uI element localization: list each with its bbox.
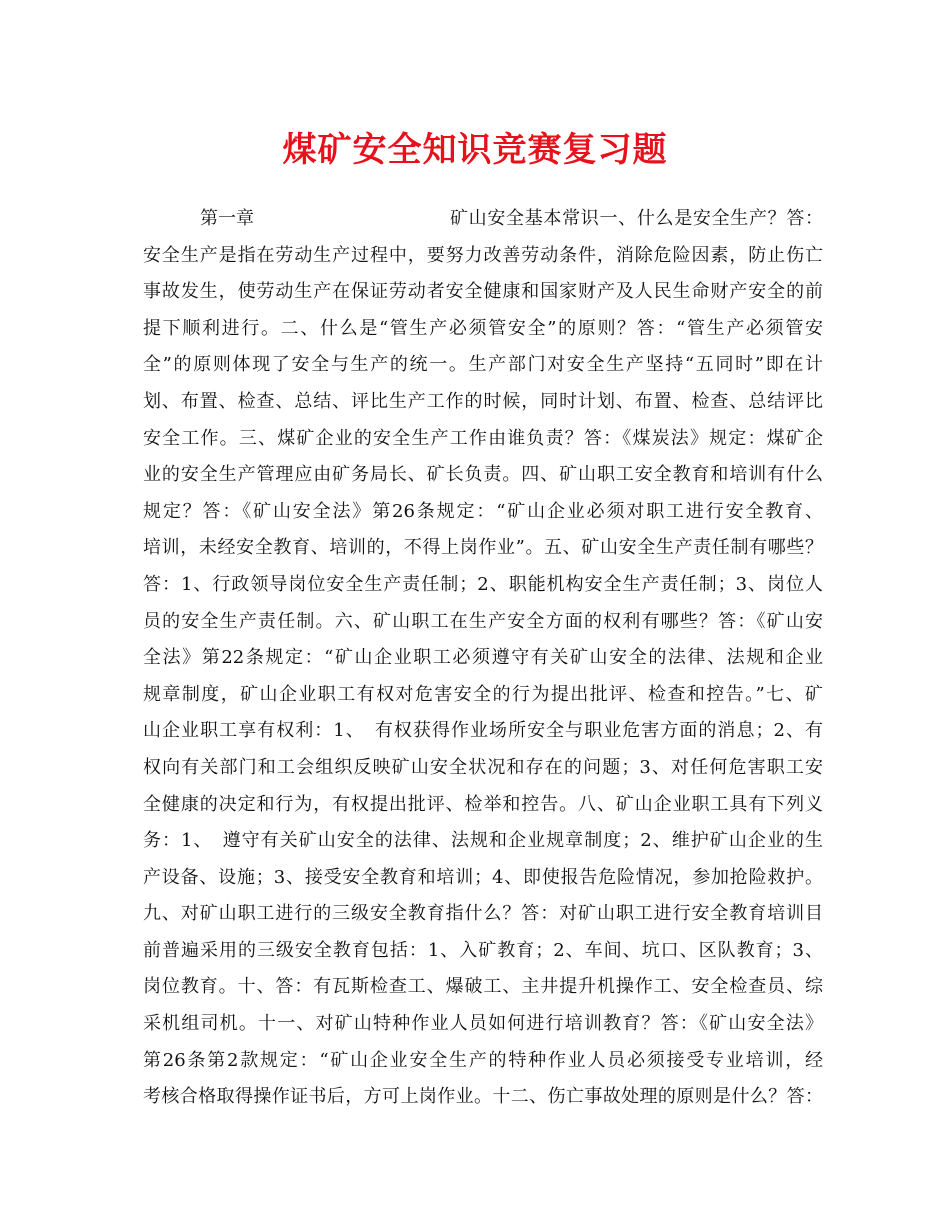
body-line: 员的安全生产责任制。六、矿山职工在生产安全方面的权利有哪些？答：《矿山安 xyxy=(143,610,823,632)
body-line: 全”的原则体现了安全与生产的统一。生产部门对安全生产坚持“五同时”即在计 xyxy=(143,354,823,376)
chapter-line xyxy=(143,208,823,245)
chapter-heading-text: 矿山安全基本常识一、什么是安全生产？答： xyxy=(450,208,823,229)
document-body xyxy=(143,208,823,1123)
body-line: 规定？答：《矿山安全法》第26条规定：“矿山企业必须对职工进行安全教育、 xyxy=(143,500,823,522)
body-line: 事故发生，使劳动生产在保证劳动者安全健康和国家财产及人民生命财产安全的前 xyxy=(143,281,823,303)
body-line: 培训，未经安全教育、培训的，不得上岗作业”。五、矿山安全生产责任制有哪些？ xyxy=(143,537,823,559)
body-line: 划、布置、检查、总结、评比生产工作的时候，同时计划、布置、检查、总结评比 xyxy=(143,390,823,412)
body-line: 第26条第2款规定：“矿山企业安全生产的特种作业人员必须接受专业培训，经 xyxy=(143,1049,823,1071)
body-line: 产设备、设施；3、接受安全教育和培训；4、即使报告危险情况，参加抢险救护。 xyxy=(143,866,823,888)
body-line: 务：1、 遵守有关矿山安全的法律、法规和企业规章制度；2、维护矿山企业的生 xyxy=(143,830,823,852)
body-line: 规章制度，矿山企业职工有权对危害安全的行为提出批评、检查和控告。”七、矿 xyxy=(143,683,823,705)
document-title: 煤矿安全知识竞赛复习题 xyxy=(282,130,668,170)
chapter-label: 第一章 xyxy=(200,208,254,229)
body-line: 九、对矿山职工进行的三级安全教育指什么？答：对矿山职工进行安全教育培训目 xyxy=(143,903,823,925)
body-line: 全健康的决定和行为，有权提出批评、检举和控告。八、矿山企业职工具有下列义 xyxy=(143,793,823,815)
body-line: 安全生产是指在劳动生产过程中，要努力改善劳动条件，消除危险因素，防止伤亡 xyxy=(143,244,823,266)
body-line: 采机组司机。十一、对矿山特种作业人员如何进行培训教育？答：《矿山安全法》 xyxy=(143,1013,823,1035)
body-line: 安全工作。三、煤矿企业的安全生产工作由谁负责？答：《煤炭法》规定：煤矿企 xyxy=(143,427,823,449)
body-line: 权向有关部门和工会组织反映矿山安全状况和存在的问题；3、对任何危害职工安 xyxy=(143,756,823,778)
body-line: 答：1、行政领导岗位安全生产责任制；2、职能机构安全生产责任制；3、岗位人 xyxy=(143,573,823,595)
body-line: 前普遍采用的三级安全教育包括：1、入矿教育；2、车间、坑口、区队教育；3、 xyxy=(143,939,823,961)
body-line: 山企业职工享有权利：1、 有权获得作业场所安全与职业危害方面的消息；2、有 xyxy=(143,720,823,742)
body-line: 业的安全生产管理应由矿务局长、矿长负责。四、矿山职工安全教育和培训有什么 xyxy=(143,464,823,486)
body-line: 全法》第22条规定：“矿山企业职工必须遵守有关矿山安全的法律、法规和企业 xyxy=(143,647,823,669)
body-line: 考核合格取得操作证书后，方可上岗作业。十二、伤亡事故处理的原则是什么？答： xyxy=(143,1086,823,1108)
body-line: 提下顺利进行。二、什么是“管生产必须管安全”的原则？答：“管生产必须管安 xyxy=(143,317,823,339)
body-line: 岗位教育。十、答：有瓦斯检查工、爆破工、主井提升机操作工、安全检查员、综 xyxy=(143,976,823,998)
